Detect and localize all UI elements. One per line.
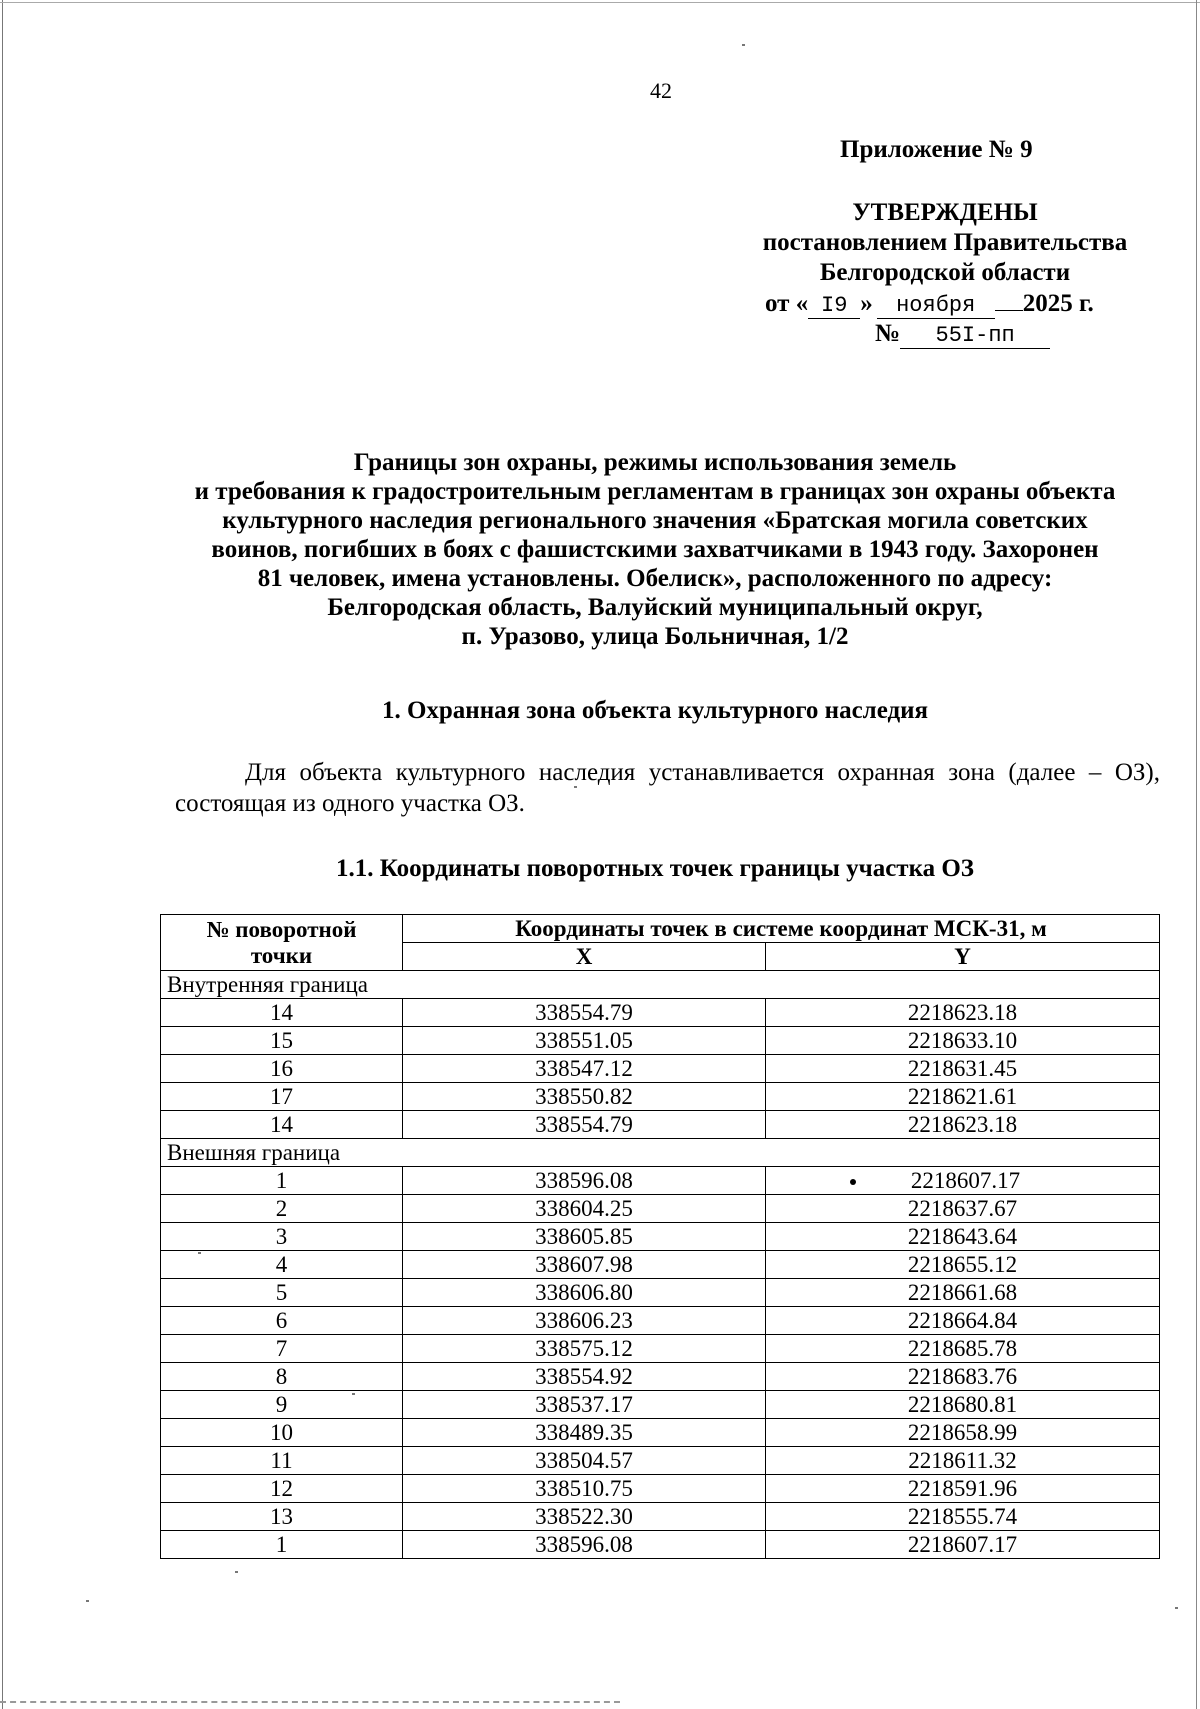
point-number-cell: 8	[161, 1363, 403, 1391]
title-line: п. Уразово, улица Больничная, 1/2	[461, 623, 849, 650]
table-row	[161, 1279, 1160, 1307]
approval-block	[735, 198, 1155, 288]
inner-boundary-label: Внутренняя граница	[161, 971, 1160, 999]
date-year: 2025 г.	[1022, 290, 1094, 317]
title-line: и требования к градостроительным регламентам в границах зон охраны объекта	[194, 478, 1116, 505]
scan-speck	[574, 786, 577, 788]
point-number-cell: 3	[161, 1223, 403, 1251]
y-coordinate-cell: 2218637.67	[766, 1195, 1160, 1223]
point-number-cell: 11	[161, 1447, 403, 1475]
point-number-cell: 1	[161, 1531, 403, 1559]
x-coordinate-cell: 338504.57	[403, 1447, 766, 1475]
point-number-cell: 12	[161, 1475, 403, 1503]
y-coordinate-cell: 2218607.17	[766, 1167, 1160, 1195]
approval-number	[875, 320, 1050, 349]
table-row	[161, 1447, 1160, 1475]
scan-speck	[352, 1393, 355, 1395]
table-row	[161, 1055, 1160, 1083]
table-row	[161, 999, 1160, 1027]
y-coordinate-cell: 2218680.81	[766, 1391, 1160, 1419]
y-coordinate-cell: 2218685.78	[766, 1335, 1160, 1363]
approval-title: УТВЕРЖДЕНЫ	[852, 199, 1038, 226]
x-coordinate-cell: 338605.85	[403, 1223, 766, 1251]
date-month: ноября	[877, 293, 995, 319]
date-prefix: от «	[765, 290, 809, 317]
y-coordinate-cell: 2218607.17	[766, 1531, 1160, 1559]
title-line: Границы зон охраны, режимы использования земель	[353, 449, 957, 476]
x-coordinate-cell: 338575.12	[403, 1335, 766, 1363]
y-coordinate-cell: 2218621.61	[766, 1083, 1160, 1111]
scan-speck	[198, 1252, 201, 1254]
point-number-cell: 16	[161, 1055, 403, 1083]
document-title	[160, 448, 1150, 651]
group-row-outer	[161, 1139, 1160, 1167]
point-number-cell: 6	[161, 1307, 403, 1335]
table-row	[161, 1167, 1160, 1195]
table-row	[161, 1111, 1160, 1139]
page-number: 42	[650, 78, 672, 103]
number-value: 55I-пп	[900, 323, 1050, 349]
y-coordinate-cell: 2218658.99	[766, 1419, 1160, 1447]
y-coordinate-cell: 2218611.32	[766, 1447, 1160, 1475]
x-coordinate-cell: 338554.92	[403, 1363, 766, 1391]
point-number-cell: 14	[161, 999, 403, 1027]
paragraph-text: Для объекта культурного наследия устанавливается охранная зона (далее – ОЗ), состоящая из одного участка ОЗ.	[175, 759, 1160, 817]
point-number-cell: 10	[161, 1419, 403, 1447]
scan-speck	[1175, 1607, 1178, 1609]
y-coordinate-cell: 2218683.76	[766, 1363, 1160, 1391]
point-number-cell: 1	[161, 1167, 403, 1195]
scan-speck	[742, 44, 745, 46]
x-coordinate-cell: 338596.08	[403, 1167, 766, 1195]
scan-edge-bottom	[0, 1701, 620, 1703]
table-row	[161, 1363, 1160, 1391]
y-coordinate-cell: 2218643.64	[766, 1223, 1160, 1251]
x-coordinate-cell: 338489.35	[403, 1419, 766, 1447]
approval-date	[765, 290, 1094, 319]
table-row	[161, 1531, 1160, 1559]
table-row	[161, 1251, 1160, 1279]
x-coordinate-cell: 338606.80	[403, 1279, 766, 1307]
table-row	[161, 1083, 1160, 1111]
table-row	[161, 1419, 1160, 1447]
scan-edge-right	[1196, 0, 1197, 1709]
intro-paragraph	[175, 757, 1160, 819]
point-number-cell: 15	[161, 1027, 403, 1055]
x-coordinate-cell: 338554.79	[403, 1111, 766, 1139]
scan-edge-left	[2, 0, 3, 1709]
x-coordinate-cell: 338551.05	[403, 1027, 766, 1055]
header-x: X	[403, 943, 766, 971]
approval-line-1: постановлением Правительства	[762, 229, 1128, 256]
table-row	[161, 1475, 1160, 1503]
x-coordinate-cell: 338554.79	[403, 999, 766, 1027]
date-day: I9	[808, 293, 860, 319]
outer-boundary-label: Внешняя граница	[161, 1139, 1160, 1167]
table-row	[161, 1223, 1160, 1251]
table-header-row	[161, 915, 1160, 943]
y-coordinate-cell: 2218655.12	[766, 1251, 1160, 1279]
point-number-cell: 2	[161, 1195, 403, 1223]
header-point-number: № поворотной точки	[161, 915, 403, 971]
scan-speck	[235, 1571, 238, 1573]
point-number-cell: 9	[161, 1391, 403, 1419]
page-number-row	[0, 78, 1200, 104]
x-coordinate-cell: 338547.12	[403, 1055, 766, 1083]
coordinates-table	[160, 914, 1160, 1559]
y-coordinate-cell: 2218631.45	[766, 1055, 1160, 1083]
y-coordinate-cell: 2218664.84	[766, 1307, 1160, 1335]
scan-speck	[86, 1600, 89, 1602]
x-coordinate-cell: 338606.23	[403, 1307, 766, 1335]
title-line: Белгородская область, Валуйский муниципальный округ,	[327, 594, 983, 621]
subsection-title: 1.1. Координаты поворотных точек границы участка ОЗ	[336, 855, 974, 882]
table-row	[161, 1027, 1160, 1055]
x-coordinate-cell: 338550.82	[403, 1083, 766, 1111]
x-coordinate-cell: 338537.17	[403, 1391, 766, 1419]
number-prefix: №	[875, 320, 901, 347]
x-coordinate-cell: 338522.30	[403, 1503, 766, 1531]
scan-edge-top	[0, 2, 1200, 3]
date-month-tail	[995, 310, 1023, 311]
title-line: воинов, погибших в боях с фашистскими захватчиками в 1943 году. Захоронен	[211, 536, 1099, 563]
date-mid: »	[860, 290, 873, 317]
header-coordinates: Координаты точек в системе координат МСК-31, м	[403, 915, 1160, 943]
header-y: Y	[766, 943, 1160, 971]
table-row	[161, 1335, 1160, 1363]
title-line: культурного наследия регионального значения «Братская могила советских	[222, 507, 1088, 534]
table-row	[161, 1391, 1160, 1419]
group-row-inner	[161, 971, 1160, 999]
table-row	[161, 1195, 1160, 1223]
y-coordinate-cell: 2218623.18	[766, 1111, 1160, 1139]
y-coordinate-cell: 2218633.10	[766, 1027, 1160, 1055]
point-number-cell: 4	[161, 1251, 403, 1279]
y-coordinate-cell: 2218623.18	[766, 999, 1160, 1027]
x-coordinate-cell: 338607.98	[403, 1251, 766, 1279]
x-coordinate-cell: 338510.75	[403, 1475, 766, 1503]
x-coordinate-cell: 338604.25	[403, 1195, 766, 1223]
table-row	[161, 1503, 1160, 1531]
point-number-cell: 14	[161, 1111, 403, 1139]
scan-dot	[850, 1179, 856, 1185]
table-row	[161, 1307, 1160, 1335]
y-coordinate-cell: 2218591.96	[766, 1475, 1160, 1503]
section-title: 1. Охранная зона объекта культурного наследия	[381, 697, 929, 724]
y-coordinate-cell: 2218661.68	[766, 1279, 1160, 1307]
point-number-cell: 17	[161, 1083, 403, 1111]
y-coordinate-cell: 2218555.74	[766, 1503, 1160, 1531]
appendix-label: Приложение № 9	[840, 136, 1033, 163]
x-coordinate-cell: 338596.08	[403, 1531, 766, 1559]
title-line: 81 человек, имена установлены. Обелиск», расположенного по адресу:	[257, 565, 1053, 592]
point-number-cell: 5	[161, 1279, 403, 1307]
point-number-cell: 7	[161, 1335, 403, 1363]
point-number-cell: 13	[161, 1503, 403, 1531]
approval-line-2: Белгородской области	[819, 259, 1071, 286]
